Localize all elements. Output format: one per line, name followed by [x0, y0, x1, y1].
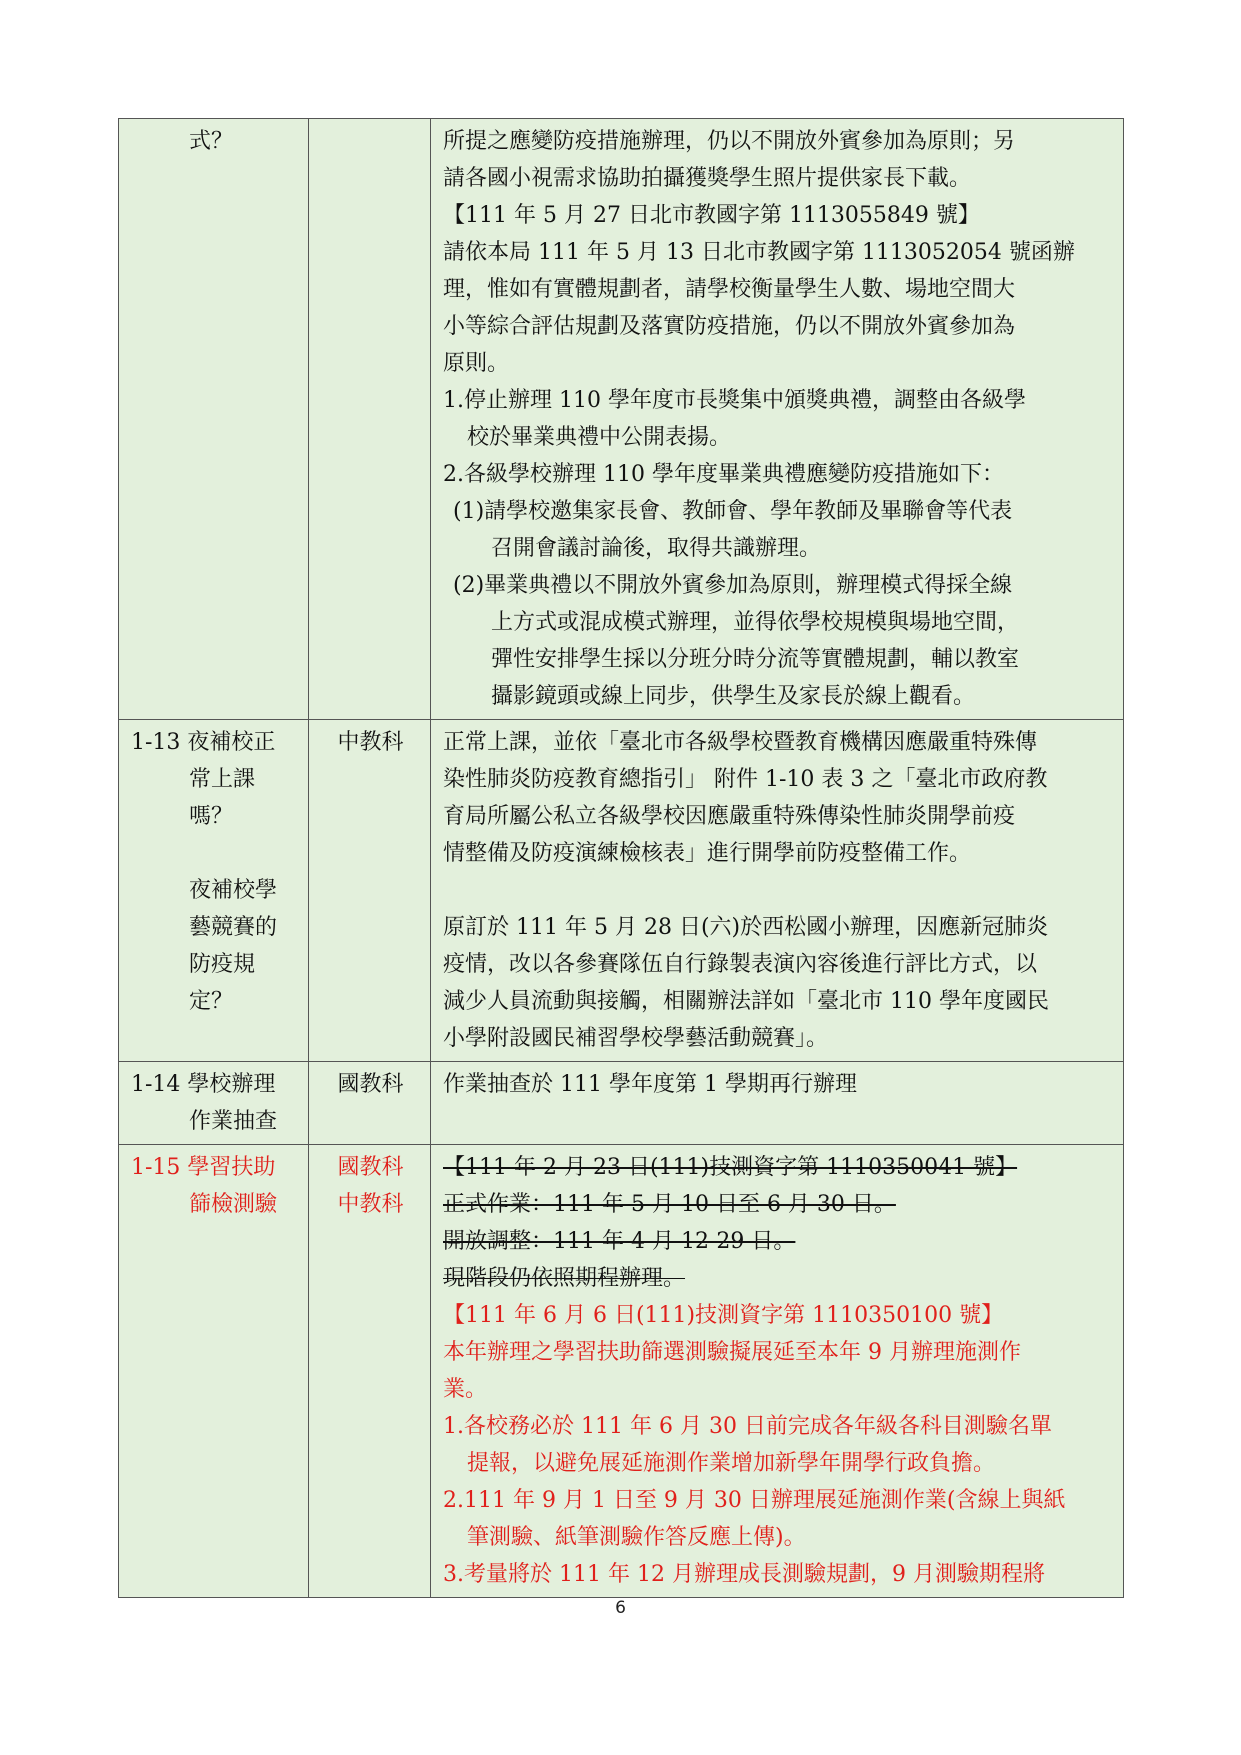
- content-line: 理，惟如有實體規劃者，請學校衡量學生人數、場地空間大: [443, 277, 1016, 302]
- dept-cell: [309, 720, 431, 1062]
- content-line: 疫情，改以各參賽隊伍自行錄製表演內容後進行評比方式，以: [443, 952, 1038, 977]
- table-row: [119, 720, 1124, 1062]
- content-line: 正常上課，並依「臺北市各級學校暨教育機構因應嚴重特殊傳: [443, 730, 1038, 755]
- content-line: 減少人員流動與接觸，相關辦法詳如「臺北市 110 學年度國民: [443, 989, 1049, 1014]
- content-cell: [431, 119, 1124, 720]
- list-item: 1.停止辦理 110 學年度市長獎集中頒獎典禮，調整由各級學: [443, 388, 1026, 413]
- qa-table: [118, 118, 1124, 1598]
- sub-item: (1)請學校邀集家長會、教師會、學年教師及畢聯會等代表: [453, 499, 1013, 524]
- content-cell: [431, 1062, 1124, 1145]
- page-number: 6: [615, 1598, 626, 1618]
- content-line: 育局所屬公私立各級學校因應嚴重特殊傳染性肺炎開學前疫: [443, 804, 1016, 829]
- content-line: 情整備及防疫演練檢核表」進行開學前防疫整備工作。: [443, 841, 972, 866]
- red-paragraph-line: 本年辦理之學習扶助篩選測驗擬展延至本年 9 月辦理施測作: [443, 1340, 1021, 1365]
- sub-item-cont: 上方式或混成模式辦理，並得依學校規模與場地空間，: [491, 610, 1020, 635]
- topic-line: 藝競賽的: [189, 915, 278, 940]
- list-item-cont: 校於畢業典禮中公開表揚。: [467, 425, 732, 450]
- sub-item-cont: 攝影鏡頭或線上同步，供學生及家長於線上觀看。: [491, 684, 976, 709]
- red-list-item-cont: 提報，以避免展延施測作業增加新學年開學行政負擔。: [467, 1451, 996, 1476]
- topic-line: 嗎？: [189, 804, 234, 829]
- topic-line: 作業抽查: [189, 1109, 278, 1134]
- content-line: 原則。: [443, 351, 510, 376]
- content-line: 請依本局 111 年 5 月 13 日北市教國字第 1113052054 號函辦: [443, 240, 1075, 265]
- struck-line: 現階段仍依照期程辦理。: [443, 1266, 686, 1291]
- dept-label: 中教科: [337, 1192, 404, 1217]
- red-list-item: 2.111 年 9 月 1 日至 9 月 30 日辦理展延施測作業(含線上與紙: [443, 1488, 1066, 1513]
- content-line: 染性肺炎防疫教育總指引」 附件 1-10 表 3 之「臺北市政府教: [443, 767, 1048, 792]
- topic-cell: [119, 1145, 309, 1598]
- content-line: 請各國小視需求協助拍攝獲獎學生照片提供家長下載。: [443, 166, 972, 191]
- struck-line: 【111 年 2 月 23 日(111)技測資字第 1110350041 號】: [443, 1155, 1018, 1180]
- table-row: [119, 1062, 1124, 1145]
- topic-line: 1-13 夜補校正: [131, 730, 276, 755]
- topic-line: 防疫規: [189, 952, 256, 977]
- dept-cell: [309, 119, 431, 720]
- dept-label: 國教科: [337, 1155, 404, 1180]
- dept-label: 中教科: [337, 730, 404, 755]
- content-line: 作業抽查於 111 學年度第 1 學期再行辦理: [443, 1072, 857, 1097]
- sub-item: (2)畢業典禮以不開放外賓參加為原則，辦理模式得採全線: [453, 573, 1013, 598]
- content-line: 原訂於 111 年 5 月 28 日(六)於西松國小辦理，因應新冠肺炎: [443, 915, 1049, 940]
- topic-line: 式？: [189, 129, 234, 154]
- topic-line: 定？: [189, 989, 234, 1014]
- table-row: [119, 1145, 1124, 1598]
- red-paragraph-line: 業。: [443, 1377, 488, 1402]
- dept-cell: [309, 1062, 431, 1145]
- content-line: 所提之應變防疫措施辦理，仍以不開放外賓參加為原則；另: [443, 129, 1016, 154]
- topic-cell: [119, 720, 309, 1062]
- sub-item-cont: 彈性安排學生採以分班分時分流等實體規劃，輔以教室: [491, 647, 1020, 672]
- content-line: 【111 年 5 月 27 日北市教國字第 1113055849 號】: [443, 203, 980, 228]
- topic-cell: [119, 119, 309, 720]
- dept-label: 國教科: [337, 1072, 404, 1097]
- content-line: 小等綜合評估規劃及落實防疫措施，仍以不開放外賓參加為: [443, 314, 1016, 339]
- content-cell: [431, 1145, 1124, 1598]
- red-reference: 【111 年 6 月 6 日(111)技測資字第 1110350100 號】: [443, 1303, 1004, 1328]
- struck-line: 開放調整：111 年 4 月 12-29 日。: [443, 1229, 796, 1254]
- topic-line: 1-14 學校辦理: [131, 1072, 276, 1097]
- table-row: [119, 119, 1124, 720]
- content-line: 小學附設國民補習學校學藝活動競賽」。: [443, 1026, 829, 1051]
- content-cell: [431, 720, 1124, 1062]
- topic-line: 篩檢測驗: [189, 1192, 278, 1217]
- sub-item-cont: 召開會議討論後，取得共識辦理。: [491, 536, 822, 561]
- list-item: 2.各級學校辦理 110 學年度畢業典禮應變防疫措施如下：: [443, 462, 1004, 487]
- red-list-item: 3.考量將於 111 年 12 月辦理成長測驗規劃，9 月測驗期程將: [443, 1562, 1045, 1587]
- topic-cell: [119, 1062, 309, 1145]
- topic-line: 常上課: [189, 767, 256, 792]
- topic-line: 1-15 學習扶助: [131, 1155, 276, 1180]
- red-list-item-cont: 筆測驗、紙筆測驗作答反應上傳)。: [467, 1525, 806, 1550]
- red-list-item: 1.各校務必於 111 年 6 月 30 日前完成各年級各科目測驗名單: [443, 1414, 1052, 1439]
- topic-line: 夜補校學: [189, 878, 278, 903]
- struck-line: 正式作業：111 年 5 月 10 日至 6 月 30 日。: [443, 1192, 896, 1217]
- dept-cell: [309, 1145, 431, 1598]
